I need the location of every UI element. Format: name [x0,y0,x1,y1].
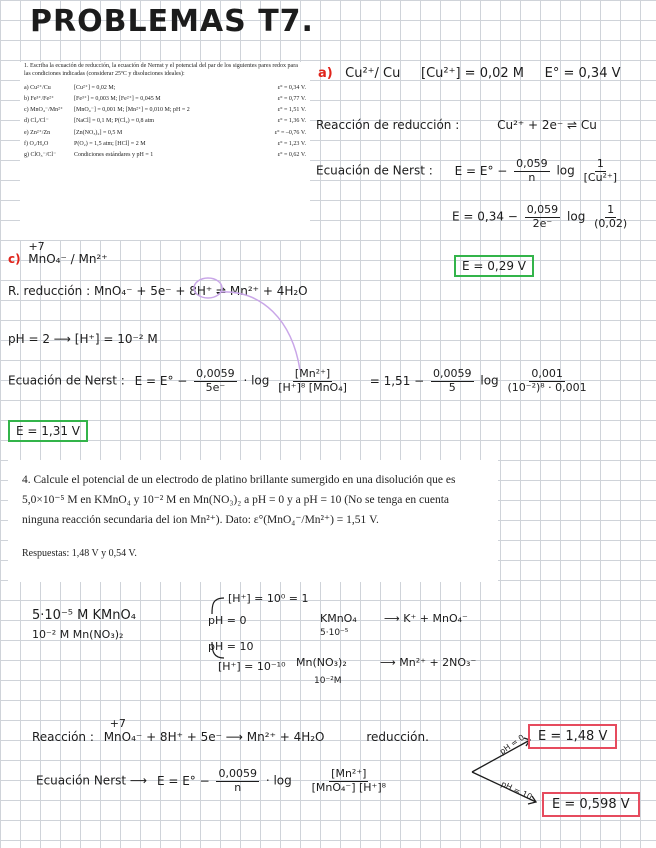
item-pair: d) Cl₂/Cl⁻ [24,118,49,125]
part-c-nernst-label: Ecuación de Nerst : [8,373,125,388]
part-c-result: E = 1,31 V [8,420,88,442]
part-4-branch-ph10: pH = 10 [499,779,534,802]
item-pair: a) Cu²⁺/Cu [24,85,51,92]
fraction-num: 1 [607,203,615,216]
part-c-annotation-arrow [182,270,332,380]
part-a-reaction-label: Reacción de reducción : [316,118,460,132]
fraction-den: [H⁺]⁸ [MnO₄] [278,380,347,394]
fraction-den: (10⁻²)⁸ · 0,001 [507,380,587,394]
part-a-nernst-label: Ecuación de Nerst : [316,163,433,178]
part-c-log-fraction-2 [505,368,588,394]
item-conditions: [Zn(NO₃)₂] = 0,5 M [74,129,123,136]
part-4-mnno3: Mn(NO₃)₂ [296,656,347,669]
part-4-nernst-row [36,768,391,794]
part-c-reaction: R. reducción : MnO₄⁻ + 5e⁻ + 8H⁺ ⇌ Mn²⁺ + 4H₂O [8,284,308,298]
part-4-mnno3-dissociation: ⟶ Mn²⁺ + 2NO₃⁻ [380,656,477,669]
part-4-kmno4-dissociation: ⟶ K⁺ + MnO₄⁻ [384,612,468,625]
fraction-num: [Mn²⁺] [331,767,367,780]
item-conditions: [Cu²⁺] = 0,02 M; [74,85,116,92]
log-label: · log [265,773,292,788]
item-potential: ε° = 1,36 V. [277,118,306,125]
exercise-1-item [24,106,306,114]
item-conditions: [Fe³⁺] = 0,003 M; [Fe²⁺] = 0,045 M [74,96,161,103]
part-4-reduction-note: reducción. [366,730,429,744]
part-c-nernst-lhs: E = E° − [134,373,188,388]
exercise-4-answers: Respuestas: 1,48 V y 0,54 V. [22,548,137,560]
log-label: log [556,163,575,178]
fraction-den: [MnO₄⁻] [H⁺]⁸ [311,780,387,794]
part-4-reaction-row [32,717,429,744]
part-4-log-fraction [310,768,389,794]
part-a-calc-fraction [525,204,561,230]
part-4-reaction: MnO₄⁻ + 8H⁺ + 5e⁻ ⟶ Mn²⁺ + 4H₂O [103,730,325,744]
part-c-oxidation: +7 [28,240,45,253]
part-4-oxidation: +7 [109,717,126,730]
fraction-den: 5e⁻ [205,380,226,394]
part-c-header: c) +7 MnO₄⁻ / Mn²⁺ [8,240,108,266]
part-a-calc-lhs: E = 0,34 − [452,209,518,224]
part-4-brace [204,592,228,664]
part-4-nernst-lhs: E = E° − [156,773,210,788]
part-c-fraction [194,368,237,394]
item-conditions: P(O₂) = 1,5 atm; [HCl] = 2 M [74,140,146,147]
exercise-1-statement-block [20,62,310,240]
item-conditions: [NaCl] = 0,1 M; P(Cl₂) = 0,8 atm [74,118,155,125]
page-title: PROBLEMAS T7. [30,4,314,39]
item-conditions: Condiciones estándares y pH = 1 [74,151,154,158]
part-4-h-ph10: [H⁺] = 10⁻¹⁰ [218,660,286,673]
item-potential: ε° = –0,76 V. [274,129,306,136]
item-potential: ε° = 0,77 V. [277,96,306,103]
item-pair: b) Fe³⁺/Fe²⁺ [24,96,55,103]
fraction-den: (0,02) [594,216,628,230]
exercise-1-item [24,95,306,103]
part-4-nernst-label: Ecuación Nerst ⟶ [36,773,148,788]
part-a-calc-row [452,204,632,230]
item-conditions: [MnO₄⁻] = 0,001 M; [Mn²⁺] = 0,010 M; pH = 2 [74,107,190,114]
fraction-den: 5 [448,380,456,394]
item-pair: g) ClO₃⁻/Cl⁻ [24,151,57,158]
item-potential: ε° = 0,34 V. [277,85,306,92]
log-label: log [567,209,586,224]
part-4-kmno4: KMnO₄ [320,612,357,625]
exercise-1-item [24,117,306,125]
log-label: log [480,373,499,388]
fraction-num: 0,0059 [218,767,257,780]
fraction-num: 1 [596,157,604,170]
exercise-1-item [24,84,306,92]
item-potential: ε° = 1,23 V. [277,140,306,147]
exercise-1-item [24,140,306,148]
exercise-1-item [24,151,306,159]
part-4-ph0: pH = 0 [208,614,247,627]
part-a-nernst-lhs: E = E° − [454,163,508,178]
exercise-4-block [8,460,498,582]
part-a-result: E = 0,29 V [454,255,534,277]
part-a-log-fraction [582,158,619,184]
part-4-h-ph0: [H⁺] = 10⁰ = 1 [228,592,309,605]
part-a-reaction: Cu²⁺ + 2e⁻ ⇌ Cu [497,118,597,132]
fraction-den: 2e⁻ [532,216,553,230]
part-4-ph10: pH = 10 [208,640,254,653]
part-c-log-fraction [276,368,349,394]
fraction-den: [Cu²⁺] [583,170,618,184]
item-pair: e) Zn²⁺/Zn [24,129,51,136]
part-a-pair: Cu²⁺/ Cu [Cu²⁺] = 0,02 M E° = 0,34 V [336,66,621,81]
fraction-num: 0,059 [516,157,548,170]
part-4-conc-kmno4: 5·10⁻⁵ M KMnO₄ [32,608,136,623]
part-4-mnno3-conc: 10⁻²M [314,676,342,686]
log-label: · log [243,373,270,388]
fraction-num: [Mn²⁺] [294,367,331,380]
fraction-num: 0,059 [526,203,559,216]
fraction-num: 0,001 [531,367,563,380]
part-4-branch-ph0: pH = 0 [497,732,527,757]
part-4-fraction [216,768,259,794]
exercise-4-statement: 4. Calcule el potencial de un electrodo de platino brillante sumergido en una disolución que es 5,0×10⁻⁵ M en KMnO₄ y 10⁻² M en Mn(NO₃)₂ a pH = 0 y a pH = 10 (No se tenga en cuenta ninguna reacción secundaria del ion Mn²⁺). Dato: ε°(MnO₄⁻/Mn²⁺) = 1,51 V. [22,474,456,527]
fraction-num: 0,0059 [433,367,472,380]
exercise-1-statement: 1. Escriba la ecuación de reducción, la ecuación de Nernst y el potencial del par de los siguientes pares redox para las condiciones indicadas (considerar 25ºC y disoluciones ideales): [24,63,298,78]
part-a-nernst-row [316,158,622,184]
item-potential: ε° = 0,62 V. [277,151,306,158]
part-4-reaction-label: Reacción : [32,730,94,744]
part-4-result-ph0: E = 1,48 V [528,724,617,749]
part-c-eq: = 1,51 − [369,373,425,388]
part-a-header: a) Cu²⁺/ Cu [Cu²⁺] = 0,02 M E° = 0,34 V [318,66,621,81]
item-pair: f) O₂/H₂O [24,140,49,147]
part-c-nernst-row [8,368,592,394]
part-c-fraction-2 [431,368,474,394]
part-c-ph: pH = 2 ⟶ [H⁺] = 10⁻² M [8,332,158,346]
fraction-den: n [234,780,242,794]
part-4-kmno4-conc: 5·10⁻⁵ [320,628,349,638]
exercise-1-item [24,129,306,137]
part-a-nernst-fraction [514,158,550,184]
part-a-calc-log-fraction [592,204,629,230]
item-pair: c) MnO₄⁻/Mn²⁺ [24,107,64,114]
part-4-conc-mnno3: 10⁻² M Mn(NO₃)₂ [32,628,124,641]
part-a-reaction-row [316,118,597,132]
item-potential: ε° = 1,51 V. [277,107,306,114]
exercise-1-items [24,84,306,159]
part-c-pair: MnO₄⁻ / Mn²⁺ [24,252,108,266]
part-4-result-ph10: E = 0,598 V [542,792,640,817]
fraction-den: n [528,170,536,184]
fraction-num: 0,0059 [196,367,235,380]
